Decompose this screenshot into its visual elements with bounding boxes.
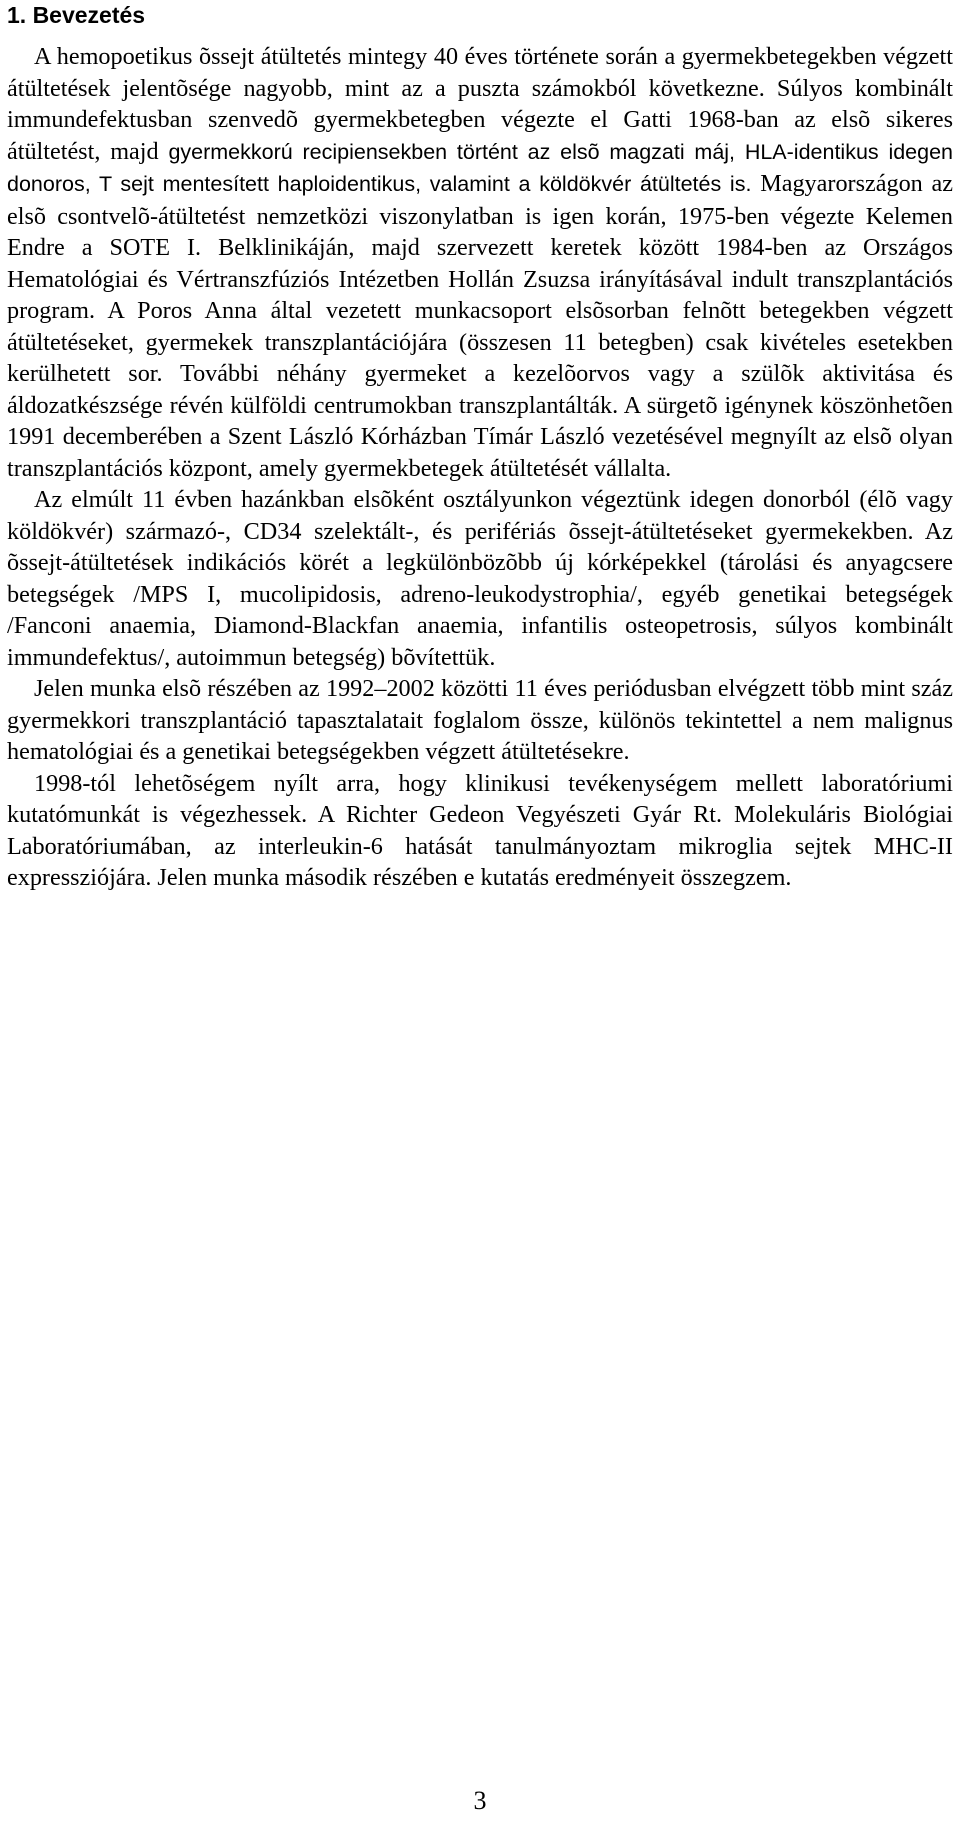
paragraph-1-part-c: Magyarországon az elsõ csontvelõ-átültetést nemzetközi viszonylatban is igen korán, 1975-ben végezte Kelemen Endre a SOTE I. Belklinikáján, majd szervezett keretek között 1984-ben az Országos Hematológiai és Vértranszfúziós Intézetben Hollán Zsuzsa irányításával indult transzplantációs program. A Poros Anna által vezetett munkacsoport elsõsorban felnõtt betegekben végzett átültetéseket, gyermekek transzplantációjára (összesen 11 betegben) csak kivételes esetekben kerülhetett sor. További néhány gyermeket a kezelõorvos vagy a szülõk aktivitása és áldozatkészsége révén külföldi centrumokban transzplantálták. A sürgetõ igénynek köszönhetõen 1991 decemberében a Szent László Kórházban Tímár László vezetésével megnyílt az elsõ olyan transzplantációs központ, amely gyermekbetegek átültetését vállalta.: [7, 170, 954, 482]
paragraph-4: 1998-tól lehetõségem nyílt arra, hogy klinikusi tevékenységem mellett laboratóriumi kutatómunkát is végezhessek. A Richter Gedeon Vegyészeti Gyár Rt. Molekuláris Biológiai Laboratóriumában, az interleukin-6 hatását tanulmányoztam mikroglia sejtek MHC-II expressziójára. Jelen munka második részében e kutatás eredményeit összegzem.: [7, 769, 953, 891]
page-number: 3: [473, 1786, 487, 1815]
paragraph-3: Jelen munka elsõ részében az 1992–2002 közötti 11 éves periódusban elvégzett több mint száz gyermekkori transzplantáció tapasztalatait foglalom össze, különös tekintettel a nem malignus hematológiai és a genetikai betegségekben végzett átültetésekre.: [7, 675, 953, 765]
paragraph-1: [7, 41, 953, 484]
paragraph-1-part-b: gyermekkorú recipiensekben történt az elsõ magzati máj, HLA-identikus idegen donoros, T sejt mentesített haploidentikus, valamint a köldökvér átültetés is.: [7, 139, 954, 196]
paragraph-1-part-a: A hemopoetikus õssejt átültetés mintegy 40 éves története során a gyermekbetegekben végzett átültetések jelentõsége nagyobb, mint az a puszta számokból következne. Súlyos kombinált immundefektusban szenvedõ gyermekbetegben végezte el Gatti 1968-ban az elsõ sikeres átültetést, majd: [7, 43, 953, 165]
paragraph-2: Az elmúlt 11 évben hazánkban elsõként osztályunkon végeztünk idegen donorból (élõ vagy köldökvér) származó-, CD34 szelektált-, és perifériás õssejt-átültetéseket gyermekekben. Az õssejt-átültetések indikációs körét a legkülönbözõbb új kórképekkel (tárolási és anyagcsere betegségek /MPS I, mucolipidosis, adreno-leukodystrophia/, egyéb genetikai betegségek /Fanconi anaemia, Diamond-Blackfan anaemia, infantilis osteopetrosis, súlyos kombinált immundefektus/, autoimmun betegség) bõvítettük.: [7, 486, 953, 671]
section-heading: 1. Bevezetés: [7, 2, 146, 28]
body-text: [7, 41, 953, 894]
